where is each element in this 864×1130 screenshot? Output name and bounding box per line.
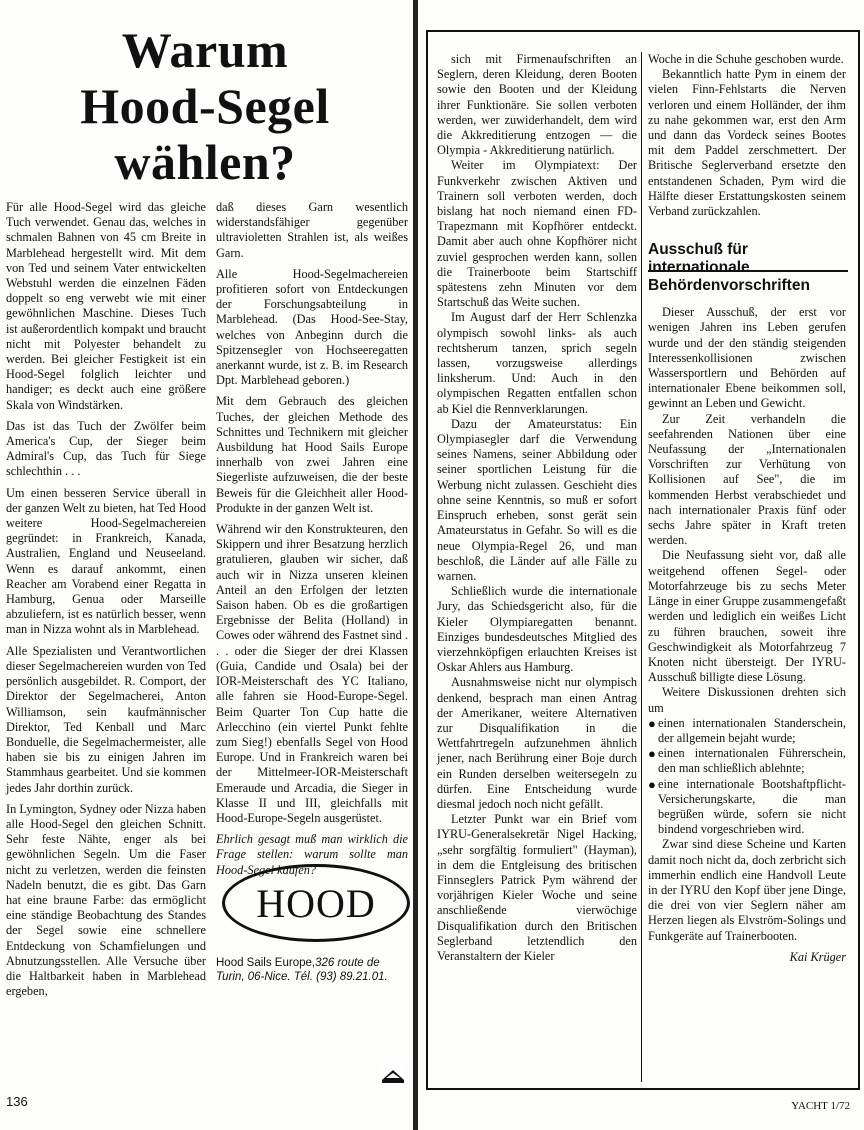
column-rule (641, 52, 642, 1082)
paragraph: Um einen besseren Service überall in der ganzen Welt zu bieten, hat Ted Hood weitere Hood-Segelmachereien gegründet: in Frankreich, Kanada, Australien, England und Neuseeland. Wenn es darauf ankommt, einen Reacher am Vorabend einer Regatta in Hamburg, Genua oder Marseille abzuliefern, ist es natürlich besser, wenn man in Nizza wohnt als in Marblehead. (6, 485, 206, 637)
hood-logo: HOOD (222, 864, 410, 942)
bullet-icon: ● (648, 776, 656, 792)
list-item: ● eine internationale Bootshaftpflicht-Versicherungskarte, die man begrüßen würde, sofern sie nicht bindend vorgeschrieben wird. (648, 776, 846, 837)
paragraph: Alle Spezialisten und Verantwortlichen dieser Segelmachereien wurden von Ted persönlich ausgebildet. R. Comport, der Direktor der Segelmacherei, Anton Williamson, sein kaufmännischer Direktor, Ted Kenball und Marc Bonduelle, die Segelmachermeister, alle haben sie bis zu einigen Jahren im Stammhaus gearbeitet. Und sie kommen jedes Jahr dorthin zurück. (6, 643, 206, 795)
box-border-right (858, 30, 860, 1088)
box-border-top (426, 30, 858, 32)
column-divider (413, 0, 418, 1130)
publisher-mark-icon (380, 1066, 406, 1084)
page-title: Warum Hood-Segel wählen? (80, 22, 330, 190)
paragraph: Weitere Diskussionen drehten sich um (648, 685, 846, 715)
box-border-left (426, 30, 428, 1088)
paragraph: In Lymington, Sydney oder Nizza haben alle Hood-Segel den gleichen Schnitt. Sehr feste Nähte, enger als bei gewöhnlichen Segeln. Um die Faser nicht zu verletzen, werden die feinsten Nadeln benutzt, die es gibt. Das Garn hat eine braune Farbe: das ermöglicht eine ständige Beobachtung des Standes der Segel sowie eine schnellere Entdeckung von Schamfielungen und Abnutzungsstellen. Alle Versuche über die Haltbarkeit haben in Marblehead ergeben, (6, 801, 206, 999)
paragraph: Weiter im Olympiatext: Der Funkverkehr zwischen Aktiven und Trainern soll verboten werden, doch bislang hat noch niemand einen FD-Trapezmann mit Kopfhörer entdeckt. Damit aber auch ohne Kopfhörer nicht zuviel gesprochen werden kann, sollen die Trainerboote beim Startschiff spätestens zehn Minuten vor dem Startschuß das Weite suchen. (437, 158, 637, 310)
bullet-icon: ● (648, 746, 656, 762)
paragraph: Letzter Punkt war ein Brief vom IYRU-Generalsekretär Nigel Hacking, „sehr sorgfältig formuliert" (Hayman), in dem die Entgleisung des britischen Finnseglers Patrick Pym während der vorjährigen Kieler Woche und seine anschließende vierwöchige Disqualifikation durch den Britischen Seglerband letztendlich den Veranstaltern der Kieler (437, 812, 637, 963)
paragraph: Während wir den Konstrukteuren, den Skippern und ihrer Besatzung herzlich gratulieren, glauben wir sicher, daß auch wir in Nizza unseren kleinen Anteil an den Erfolgen der letzten Saison haben. Ob es die großartigen Ergebnisse der Belita (Holland) in Cowes oder während des Fastnet sind . . . oder die Sieger der drei Klassen (Guia, Candide und Osala) bei der IOR-Meisterschaft des YC Italiano, alle fahren sie Hood-Europe-Segel. Beim Quarter Ton Cup hatte die Arlecchino (ein viertel Punkt fehlte zum Sieg!) ebenfalls Segel von Hood Europe. Und in Frankreich waren bei der Mittelmeer-IOR-Meisterschaft Emeraude und Arcadia, die Sieger in Klasse II und III, gleichfalls mit Hood-Europe-Segeln ausgerüstet. (216, 522, 408, 825)
paragraph: sich mit Firmenaufschriften an Seglern, deren Kleidung, deren Booten sowie den Booten und der Kleidung ihrer Funktionäre. Sie sollen verboten werden, wer zuwiderhandelt, dem wird die Akkreditierung entzogen — die Olympia - Akkreditierung natürlich. (437, 52, 637, 158)
box-border-bottom (426, 1088, 860, 1090)
paragraph: Im August darf der Herr Schlenzka olympisch sowohl links- als auch rechtsherum tanzen, sprich segeln lassen, vorzugsweise allerdings linksherum. Und: Auch in den olympischen Regatten entfallen schon ab Kiel die Rennverklarungen. (437, 310, 637, 416)
article-column-1 (6, 200, 206, 1005)
list-item: ● einen internationalen Führerschein, den man schließlich ablehnte; (648, 746, 846, 776)
paragraph: Mit dem Gebrauch des gleichen Tuches, der gleichen Methode des Schnittes und Technikern mit gleicher Ausbildung hat Hood Sails Europe innerhalb von zwei Jahren eine Siegerliste aufzuweisen, die der beste Beweis für die Gleichheit aller Hood-Produkte in der ganzen Welt ist. (216, 394, 408, 515)
paragraph: Bekanntlich hatte Pym in einem der vielen Finn-Fehlstarts die Nerven verloren und einem Holländer, der ihm zu nahe gekommen war, erst den Arm und dann das Vordeck seines Bootes mit dem Paddel zerschmettert. Der Britische Seglerverband ersetzte den entstandenen Schaden, Pym wird die Hälfte dieser Erstattungskosten seinem Verband zurückzahlen. (648, 67, 846, 219)
paragraph: Ehrlich gesagt muß man wirklich die Frage stellen: warum sollte man Hood-Segel kaufen? (216, 832, 408, 877)
paragraph: daß dieses Garn wesentlich widerstandsfähiger gegenüber ultravioletten Strahlen ist, als weißes Garn. (216, 200, 408, 260)
section-heading: Ausschuß für internationale Behördenvorschriften (648, 241, 810, 295)
bullet-icon: ● (648, 715, 656, 731)
paragraph: Woche in die Schuhe geschoben wurde. (648, 52, 844, 66)
paragraph: Dieser Ausschuß, der erst vor wenigen Jahren ins Leben gerufen wurde und der den ständig steigenden Interessenkollisionen zwischen Wassersportlern und Behörden auf internationaler Ebene beikommen soll, gewinnt an Leben und Gewicht. (648, 305, 846, 411)
list-item: ● einen internationalen Standerschein, der allgemein bejaht wurde; (648, 715, 846, 745)
page-number: 136 (6, 1094, 28, 1109)
paragraph: Ausnahmsweise nicht nur olympisch denkend, besprach man einen Antrag der Amerikaner, weitere Alternativen zur Disqualifikation in die Wettfahrtregeln aufzunehmen ähnlich jener, nach Berührung einer Boje durch ein Runden derselben weitersegeln zu dürfen. Eine Entscheidung wurde diesmal jedoch noch nicht gefällt. (437, 675, 637, 811)
issue-label: YACHT 1/72 (791, 1100, 850, 1112)
article-column-2 (216, 200, 408, 884)
paragraph: Alle Hood-Segelmachereien profitieren sofort von Entdeckungen der Forschungsabteilung in Marblehead. (Das Hood-See-Stay, welches von Anbeginn durch die Spitzensegler von Hochseeregatten anerkannt wurde, ist z. B. im Research Dpt. Marblehead geboren.) (216, 266, 408, 388)
article-column-4 (648, 52, 846, 971)
paragraph: Das ist das Tuch der Zwölfer beim America's Cup, der Sieger beim Admiral's Cup, das Tuch für Siege schlechthin . . . (6, 418, 206, 479)
author-signature: Kai Krüger (789, 949, 846, 964)
paragraph: Schließlich wurde die internationale Jury, das Schiedsgericht also, für die Kieler Olympiaregatten benannt. Einziges bundesdeutsches Mitglied des vierzehnköpfigen erlauchten Kreises ist Oskar Ahlers aus Hamburg. (437, 584, 637, 675)
paragraph: Zwar sind diese Scheine und Karten damit noch nicht da, doch zerbricht sich immerhin endlich eine Handvoll Leute in der IYRU den Kopf über jene Dinge, die drei von vier Seglern näher am Herzen liegen als Elvström-Solings und Funkgeräte auf Trainerbooten. (648, 837, 846, 943)
paragraph: Dazu der Amateurstatus: Ein Olympiasegler darf die Verwendung seines Namens, seiner Abbildung oder seiner sportlichen Leistung für die Werbung nicht zulassen. Geschieht dies ohne seine Kenntnis, so muß er sofort Einspruch erheben, sonst gerät sein Amateurstatus in Gefahr. So will es die neue Olympia-Regel 26, und man beschloß, die Länder auf alle Fälle zu warnen. (437, 416, 637, 583)
paragraph: Die Neufassung sieht vor, daß alle weitgehend offenen Segel- oder Motorfahrzeuge bis zu sechs Meter Länge in einer Gruppe zusammengefaßt werden und lediglich ein weißes Licht zu führen brauchen, soweit ihre Geschwindigkeit als Motorfahrzeug 7 Knoten nicht übersteigt. Der IYRU-Ausschuß billigte diese Lösung. (648, 548, 846, 685)
company-address: Hood Sails Europe,326 route de Turin, 06-Nice. Tél. (93) 89.21.01. (216, 957, 388, 983)
paragraph: Für alle Hood-Segel wird das gleiche Tuch verwendet. Genau das, welches in schmalen Bahnen von 45 cm Breite in Marblehead hergestellt wird. Mit dem von Ted und seinem Vater entwickelten Webstuhl werden die einzelnen Fäden doppelt so eng verwebt wie mit einer gewöhnlichen Maschine. Dieses Tuch ist außerordentlich kompakt und braucht nicht mit Polyester behandelt zu werden. Bei gleicher Festigkeit ist ein Hood-Segel folglich leichter und handiger; es deckt auch eine größere Skala von Windstärken. (6, 200, 206, 412)
paragraph: Zur Zeit verhandeln die seefahrenden Nationen über eine Neufassung der „Internationalen Vorschriften zur Verhütung von Kollisionen auf See", die im kommenden Herbst verabschiedet und nach internationaler Praxis fünf oder sechs Jahre später in Kraft treten werden. (648, 411, 846, 548)
article-column-3 (437, 52, 637, 964)
